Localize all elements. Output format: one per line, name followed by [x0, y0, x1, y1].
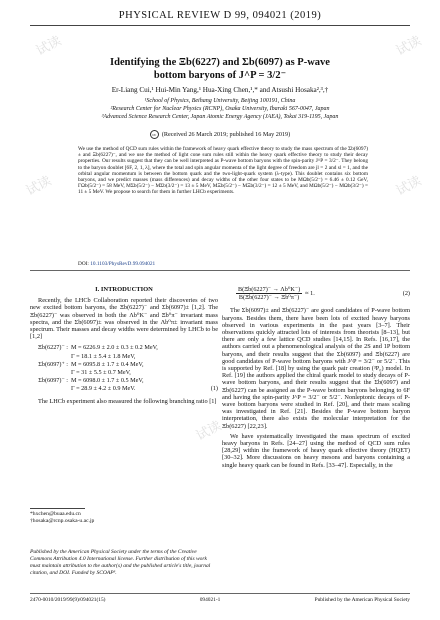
equation-lhs: Σb(6097)⁻ :: [38, 377, 68, 385]
left-column: [30, 286, 218, 405]
branching-ratio-fraction: [236, 286, 302, 301]
equation-rhs: M = 6098.0 ± 1.7 ± 0.5 MeV,: [71, 377, 144, 385]
article-title: [70, 56, 370, 82]
intro-paragraph: The LHCb experiment also measured the following branching ratio [1]: [38, 397, 217, 405]
received-text: (Received 26 March 2019; published 16 May 2019): [161, 130, 291, 138]
footer-issn: 2470-0010/2019/99(9)/094021(15): [30, 597, 106, 603]
affiliation: ²Research Center for Nuclear Physics (RCNP), Osaka University, Ibaraki 567-0047, Japan: [110, 106, 330, 112]
body-paragraph: The Σb(6097)± and Ξb(6227)⁻ are good candidates of P-wave bottom baryons. Besides them, there have been lots of excited heavy baryons observed in various experiments in the past years [3–7]. Their observations quickly attracted lots of interests from theorists [8–13], but there are only a few lattice QCD studies [14,15]. In Refs. [16,17], the authors carried out a phenomenological analysis of the 2S and 1P bottom baryons, and their results suggest that the Σb(6097) and Ξb(6227) are good candidates of P-wave bottom baryons with J^P = 3/2⁻ or 5/2⁻. This is supported by Ref. [18] by using the quark pair creation (³P₀) model. In Ref. [19] the authors applied the chiral quark model to study decays of P-wave bottom baryons, and their results suggest that the Σb(6097) and Ξb(6227) can be assigned as the P-wave bottom baryons belonging to 6F and having the spin-parity J^P = 3/2⁻ or 5/2⁻. Nonleptonic decays of P-wave bottom baryons were studied in Ref. [20], and their mass scaling was investigated in Ref. [21]. Besides the P-wave bottom baryon interpretation, there also exists the molecular interpretation for the Ξb(6227) [22,23].: [222, 307, 410, 430]
equation-number: (2): [402, 290, 410, 298]
equation-row: [34, 361, 218, 369]
header-divider: [30, 25, 410, 26]
title-line-1: Identifying the Ξb(6227) and Σb(6097) as P-wave: [110, 57, 330, 68]
footnotes: [30, 511, 218, 525]
equation-lhs: [34, 353, 71, 361]
equation-lhs: Ξb(6227)⁻ :: [37, 344, 68, 352]
received-dates: [40, 130, 400, 139]
footnote: †hosaka@rcnp.osaka-u.ac.jp: [30, 518, 95, 524]
page-footer: [30, 597, 410, 603]
page-number: 094021-1: [199, 597, 221, 603]
watermark: 试读: [193, 418, 224, 444]
license-note: Published by the American Physical Society under the terms of the Creative Commons Attribution 4.0 International license. Further distribution of this work must maintain attribution to the author(s) and the published article's title, journal citation, and DOI. Funded by SCOAP³.: [30, 549, 211, 576]
cc-icon: cc: [150, 130, 159, 139]
equation-rhs: Γ = 31 ± 5.5 ± 0.7 MeV,: [71, 369, 131, 377]
footnote: *hxchen@buaa.edu.cn: [30, 511, 81, 517]
abstract: We use the method of QCD sum rules within the framework of heavy quark effective theory to study the mass spectrum of the Σb(6097)± and Ξb(6227)⁻, and we use the method of light cone sum rules still within the heavy quark effective theory to study their decay properties. Our results suggest that they can be well interpreted as P-wave bottom baryons with the spin-parity J^P = 3/2⁻. They belong to the baryon doublet [6F, 2, 1, λ], where the total and spin angular momenta of the light degree of freedom are jl = 2 and sl = 1, and the orbital angular momentum is between the bottom quark and the two-light-quark system (λ-type). This doublet contains six bottom baryons, and we predict masses (mass differences) and decay widths of the other four states to be MΩb(5/2⁻) = 6.46 ± 0.12 GeV, ΓΩb(5/2⁻) = 58 MeV, MΣb(5/2⁻) − MΣb(3/2⁻) = 13 ± 5 MeV, MΞb(5/2⁻) − MΞb(3/2⁻) = 12 ± 5 MeV, and MΩb(5/2⁻) − MΩb(3/2⁻) = 11 ± 5 MeV. We propose to search for them in further LHCb experiments.: [78, 146, 368, 196]
equation-row: [34, 377, 218, 385]
ratio-value: ≈ 1.: [305, 290, 315, 298]
watermark: 试读: [23, 173, 54, 199]
doi-link[interactable]: 10.1103/PhysRevD.99.094021: [90, 261, 156, 267]
equation-row: [34, 353, 218, 361]
body-paragraph: We have systematically investigated the mass spectrum of excited heavy baryons in Refs. [24–27] using the method of QCD sum rules [28,29] within the framework of heavy quark effective theory (HQET) [30–32]. More discussions on heavy mesons and baryons containing a single heavy quark can be found in Refs. [33–47]. Especially, in the: [222, 432, 410, 469]
equation-number: (1): [210, 385, 218, 393]
watermark: 试读: [393, 173, 424, 199]
doi-line: [78, 261, 155, 267]
equation-rhs: Γ = 18.1 ± 5.4 ± 1.8 MeV,: [71, 352, 136, 360]
equation-lhs: [34, 369, 71, 377]
journal-header: PHYSICAL REVIEW D 99, 094021 (2019): [118, 10, 322, 21]
equation-row: [34, 344, 218, 352]
affiliation: ³Advanced Science Research Center, Japan Atomic Energy Agency (JAEA), Tokai 319-1195, Japan: [101, 114, 339, 120]
footer-divider: [30, 593, 410, 594]
affiliation: ¹School of Physics, Beihang University, Beijing 100191, China: [144, 98, 296, 104]
author-list: Er-Liang Cui,¹ Hui-Min Yang,¹ Hua-Xing Chen,¹,* and Atsushi Hosaka²,³,†: [111, 86, 329, 94]
ratio-denominator: B(Ξb(6227)⁻ → Ξb⁰π⁻): [238, 294, 300, 302]
abstract-divider: [30, 270, 410, 271]
watermark: 试读: [393, 33, 424, 59]
equation-row: [34, 385, 218, 393]
watermark: 试读: [33, 33, 64, 59]
equation-lhs: Σb(6097)⁺ :: [38, 360, 68, 368]
title-line-2: bottom baryons of J^P = 3/2⁻: [153, 70, 287, 81]
section-heading: I. INTRODUCTION: [95, 286, 153, 293]
footer-publisher: Published by the American Physical Society: [314, 597, 410, 603]
equation-1: [34, 344, 218, 393]
equation-2: [236, 286, 410, 301]
equation-lhs: [34, 385, 71, 393]
doi-label: DOI:: [78, 261, 89, 267]
right-column: [222, 286, 410, 469]
equation-row: [34, 369, 218, 377]
footnote-divider: [30, 508, 85, 509]
intro-paragraph: Recently, the LHCb Collaboration reported their discoveries of two new excited bottom baryons, the Ξb(6227)⁻ and Σb(6097)± [1,2]. The Ξb(6227)⁻ was observed in both the Λb⁰K⁻ and Ξb⁰π⁻ invariant mass spectra, and the Σb(6097)± was observed in the Λb⁰π± invariant mass spectrum. Their masses and decay widths were determined by LHCb to be [1,2]: [30, 297, 218, 341]
equation-rhs: Γ = 28.9 ± 4.2 ± 0.9 MeV.: [71, 385, 136, 393]
equation-rhs: M = 6095.8 ± 1.7 ± 0.4 MeV,: [71, 360, 144, 368]
ratio-numerator: B(Ξb(6227)⁻ → Λb⁰K⁻): [238, 286, 301, 293]
equation-rhs: M = 6226.9 ± 2.0 ± 0.3 ± 0.2 MeV,: [71, 344, 158, 352]
